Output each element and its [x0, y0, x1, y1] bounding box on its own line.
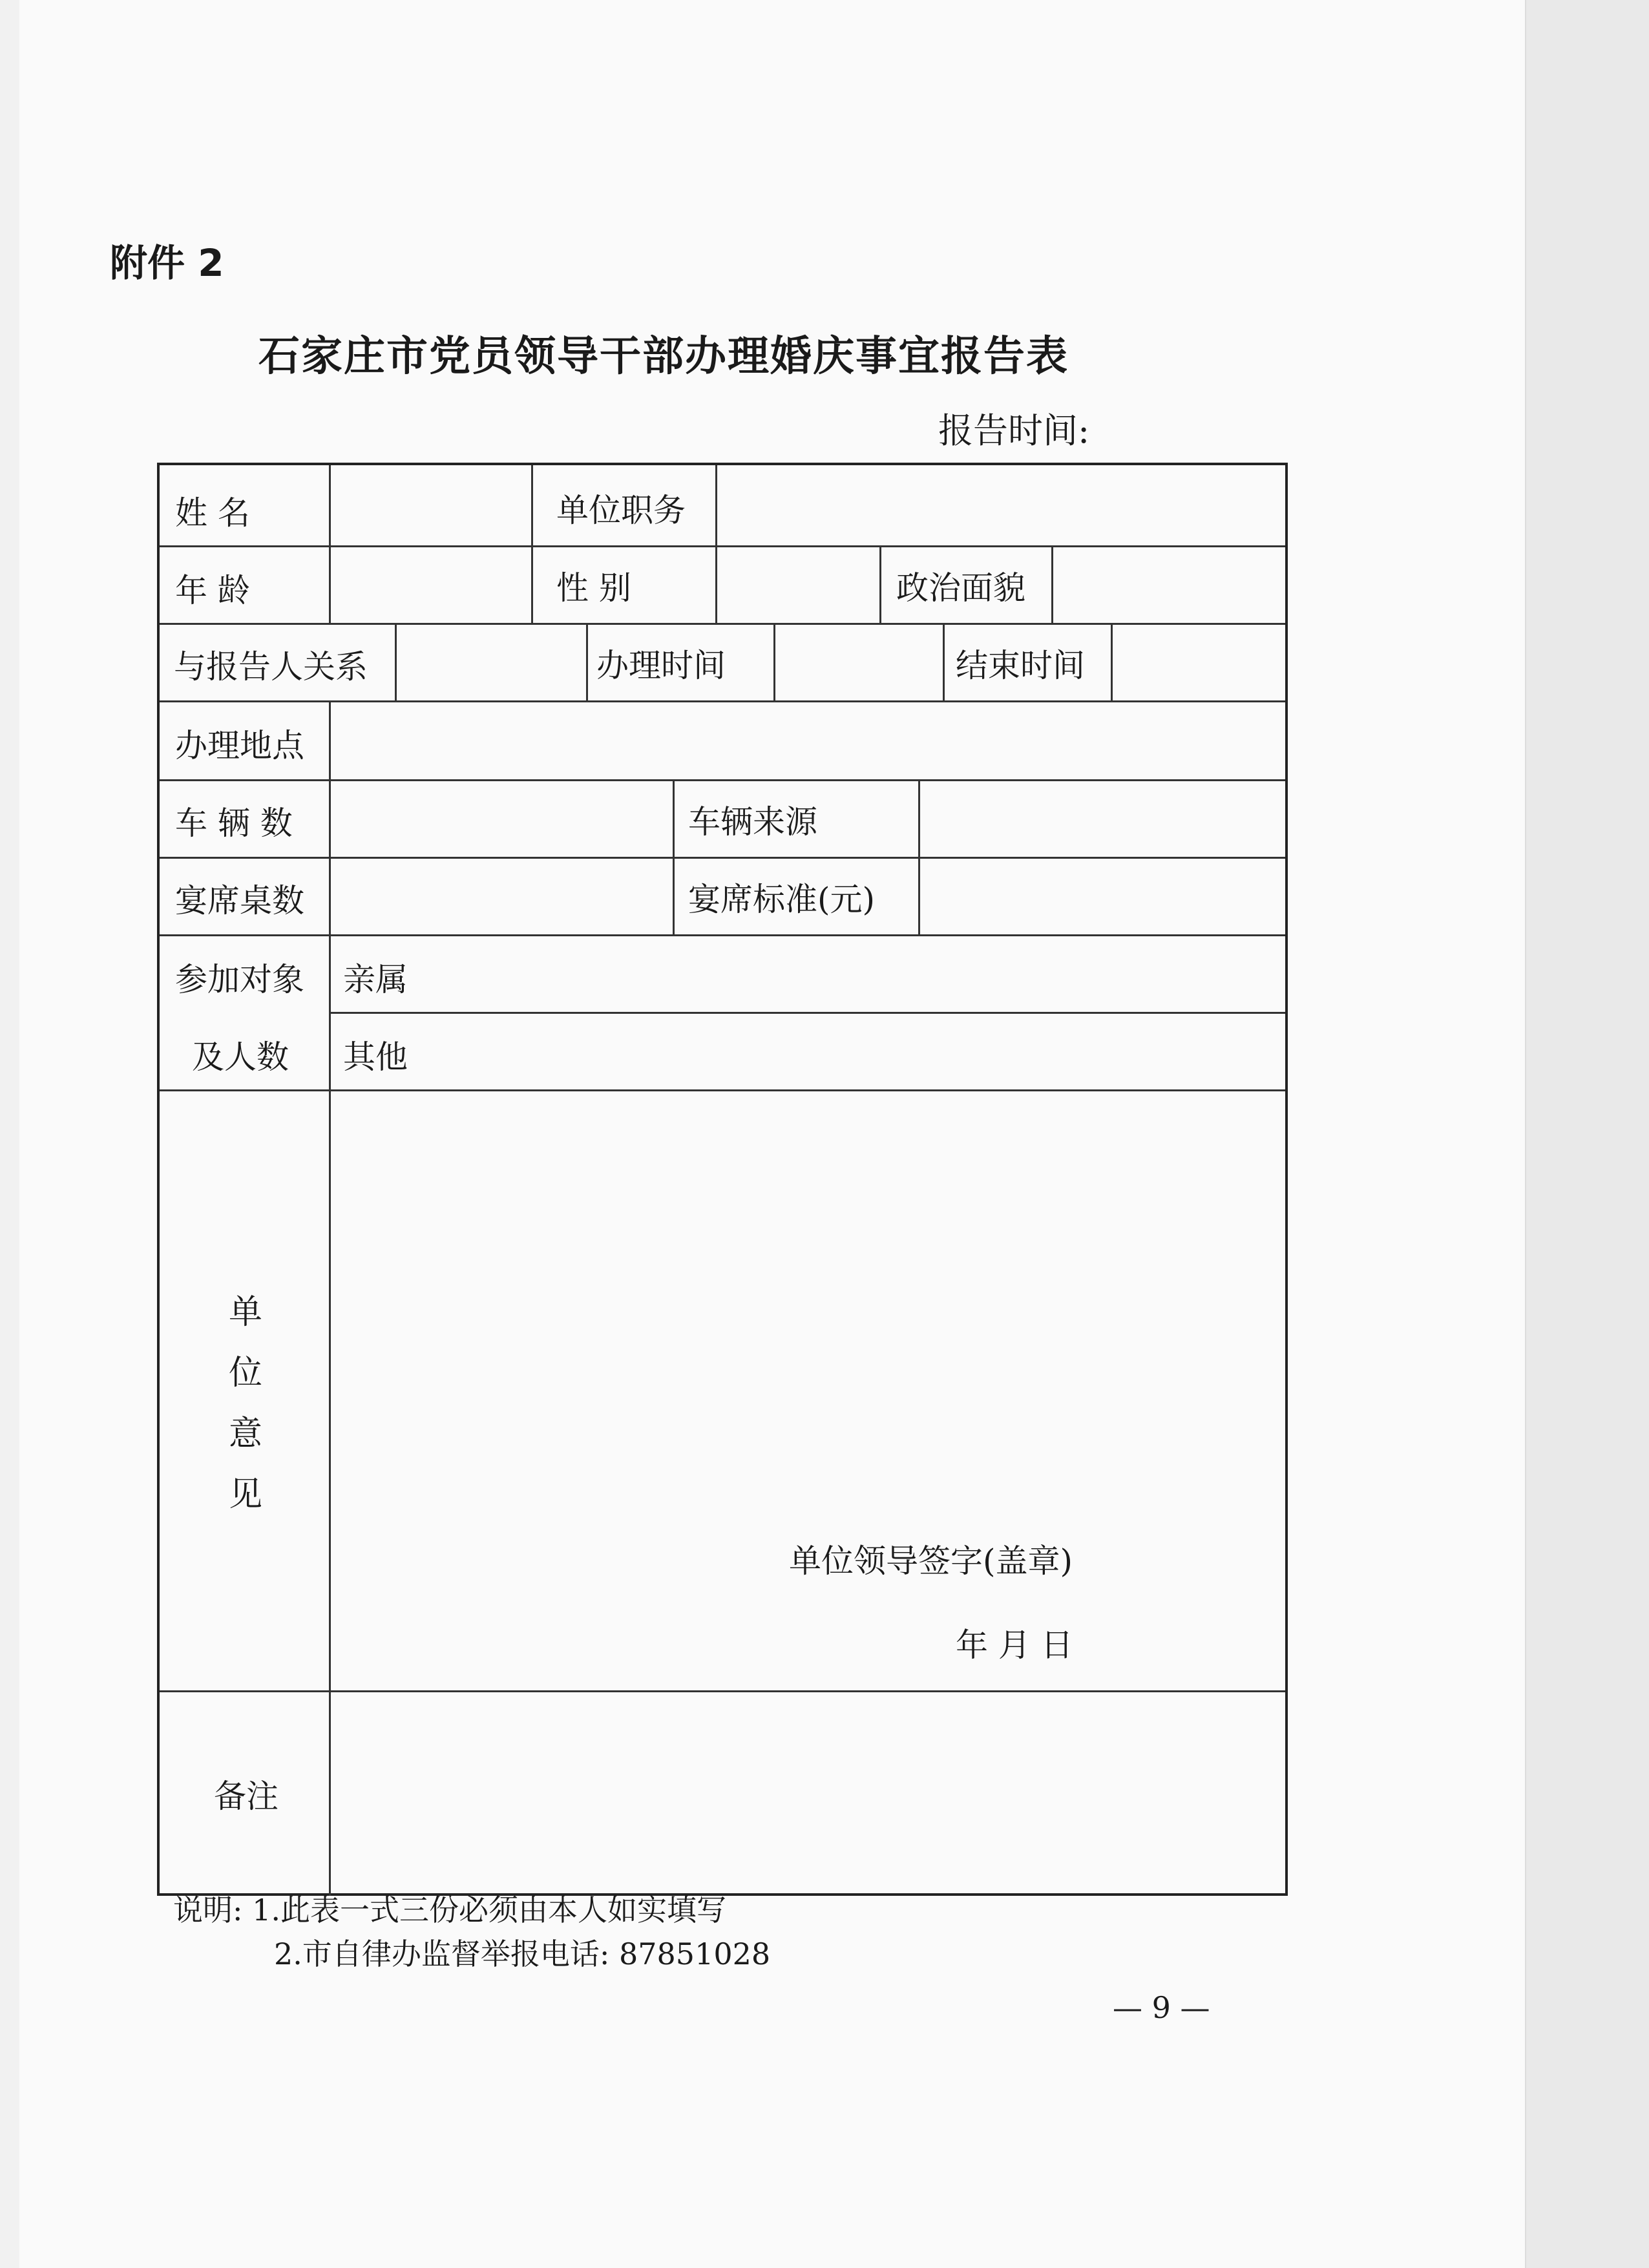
others-label: 其他 — [343, 1038, 408, 1076]
attachment-label: 附件 2 — [110, 241, 224, 285]
banquet-tables-label: 宴席桌数 — [175, 882, 304, 919]
document-title: 石家庄市党员领导干部办理婚庆事宜报告表 — [258, 332, 1069, 381]
relation-label: 与报告人关系 — [174, 648, 368, 686]
column-divider — [586, 623, 588, 700]
handle-time-label: 办理时间 — [596, 647, 726, 684]
column-divider — [1111, 623, 1113, 700]
column-divider — [395, 623, 397, 700]
unit-opinion-label: 单位意见 — [228, 1293, 262, 1514]
column-divider — [918, 779, 920, 934]
vehicle-source-label: 车辆来源 — [688, 803, 817, 841]
age-label: 年 龄 — [175, 572, 250, 609]
column-divider — [879, 545, 881, 623]
remarks-label: 备注 — [214, 1778, 278, 1815]
column-divider — [531, 465, 533, 623]
gender-label: 性 别 — [556, 569, 631, 607]
row-divider — [160, 623, 1285, 625]
name-label: 姓 名 — [175, 494, 250, 532]
unit-position-label: 单位职务 — [556, 492, 686, 529]
note-line-2: 2.市自律办监督举报电话: 87851028 — [274, 1937, 771, 1971]
report-time-label: 报告时间: — [938, 410, 1090, 451]
column-divider — [329, 700, 331, 1896]
report-form-table — [157, 463, 1288, 1896]
end-time-label: 结束时间 — [956, 647, 1085, 684]
relatives-label: 亲属 — [343, 961, 408, 998]
column-divider — [673, 779, 675, 934]
date-label: 年 月 日 — [956, 1626, 1073, 1664]
column-divider — [329, 465, 331, 623]
banquet-standard-label: 宴席标准(元) — [688, 881, 876, 918]
underlying-page-edge — [1525, 0, 1649, 2268]
participants-count-label: 及人数 — [192, 1038, 289, 1076]
row-divider — [329, 1012, 1285, 1014]
column-divider — [715, 465, 717, 623]
page-number: — 9 — — [1113, 1990, 1210, 2025]
column-divider — [943, 623, 945, 700]
location-label: 办理地点 — [175, 727, 304, 764]
column-divider — [1051, 545, 1053, 623]
column-divider — [773, 623, 775, 700]
participants-label: 参加对象 — [175, 961, 304, 998]
vehicle-count-label: 车 辆 数 — [175, 804, 293, 842]
note-line-1: 说明: 1.此表一式三份必须由本人如实填写 — [173, 1893, 727, 1927]
leader-signature-label: 单位领导签字(盖章) — [789, 1542, 1073, 1580]
political-status-label: 政治面貌 — [896, 569, 1025, 607]
